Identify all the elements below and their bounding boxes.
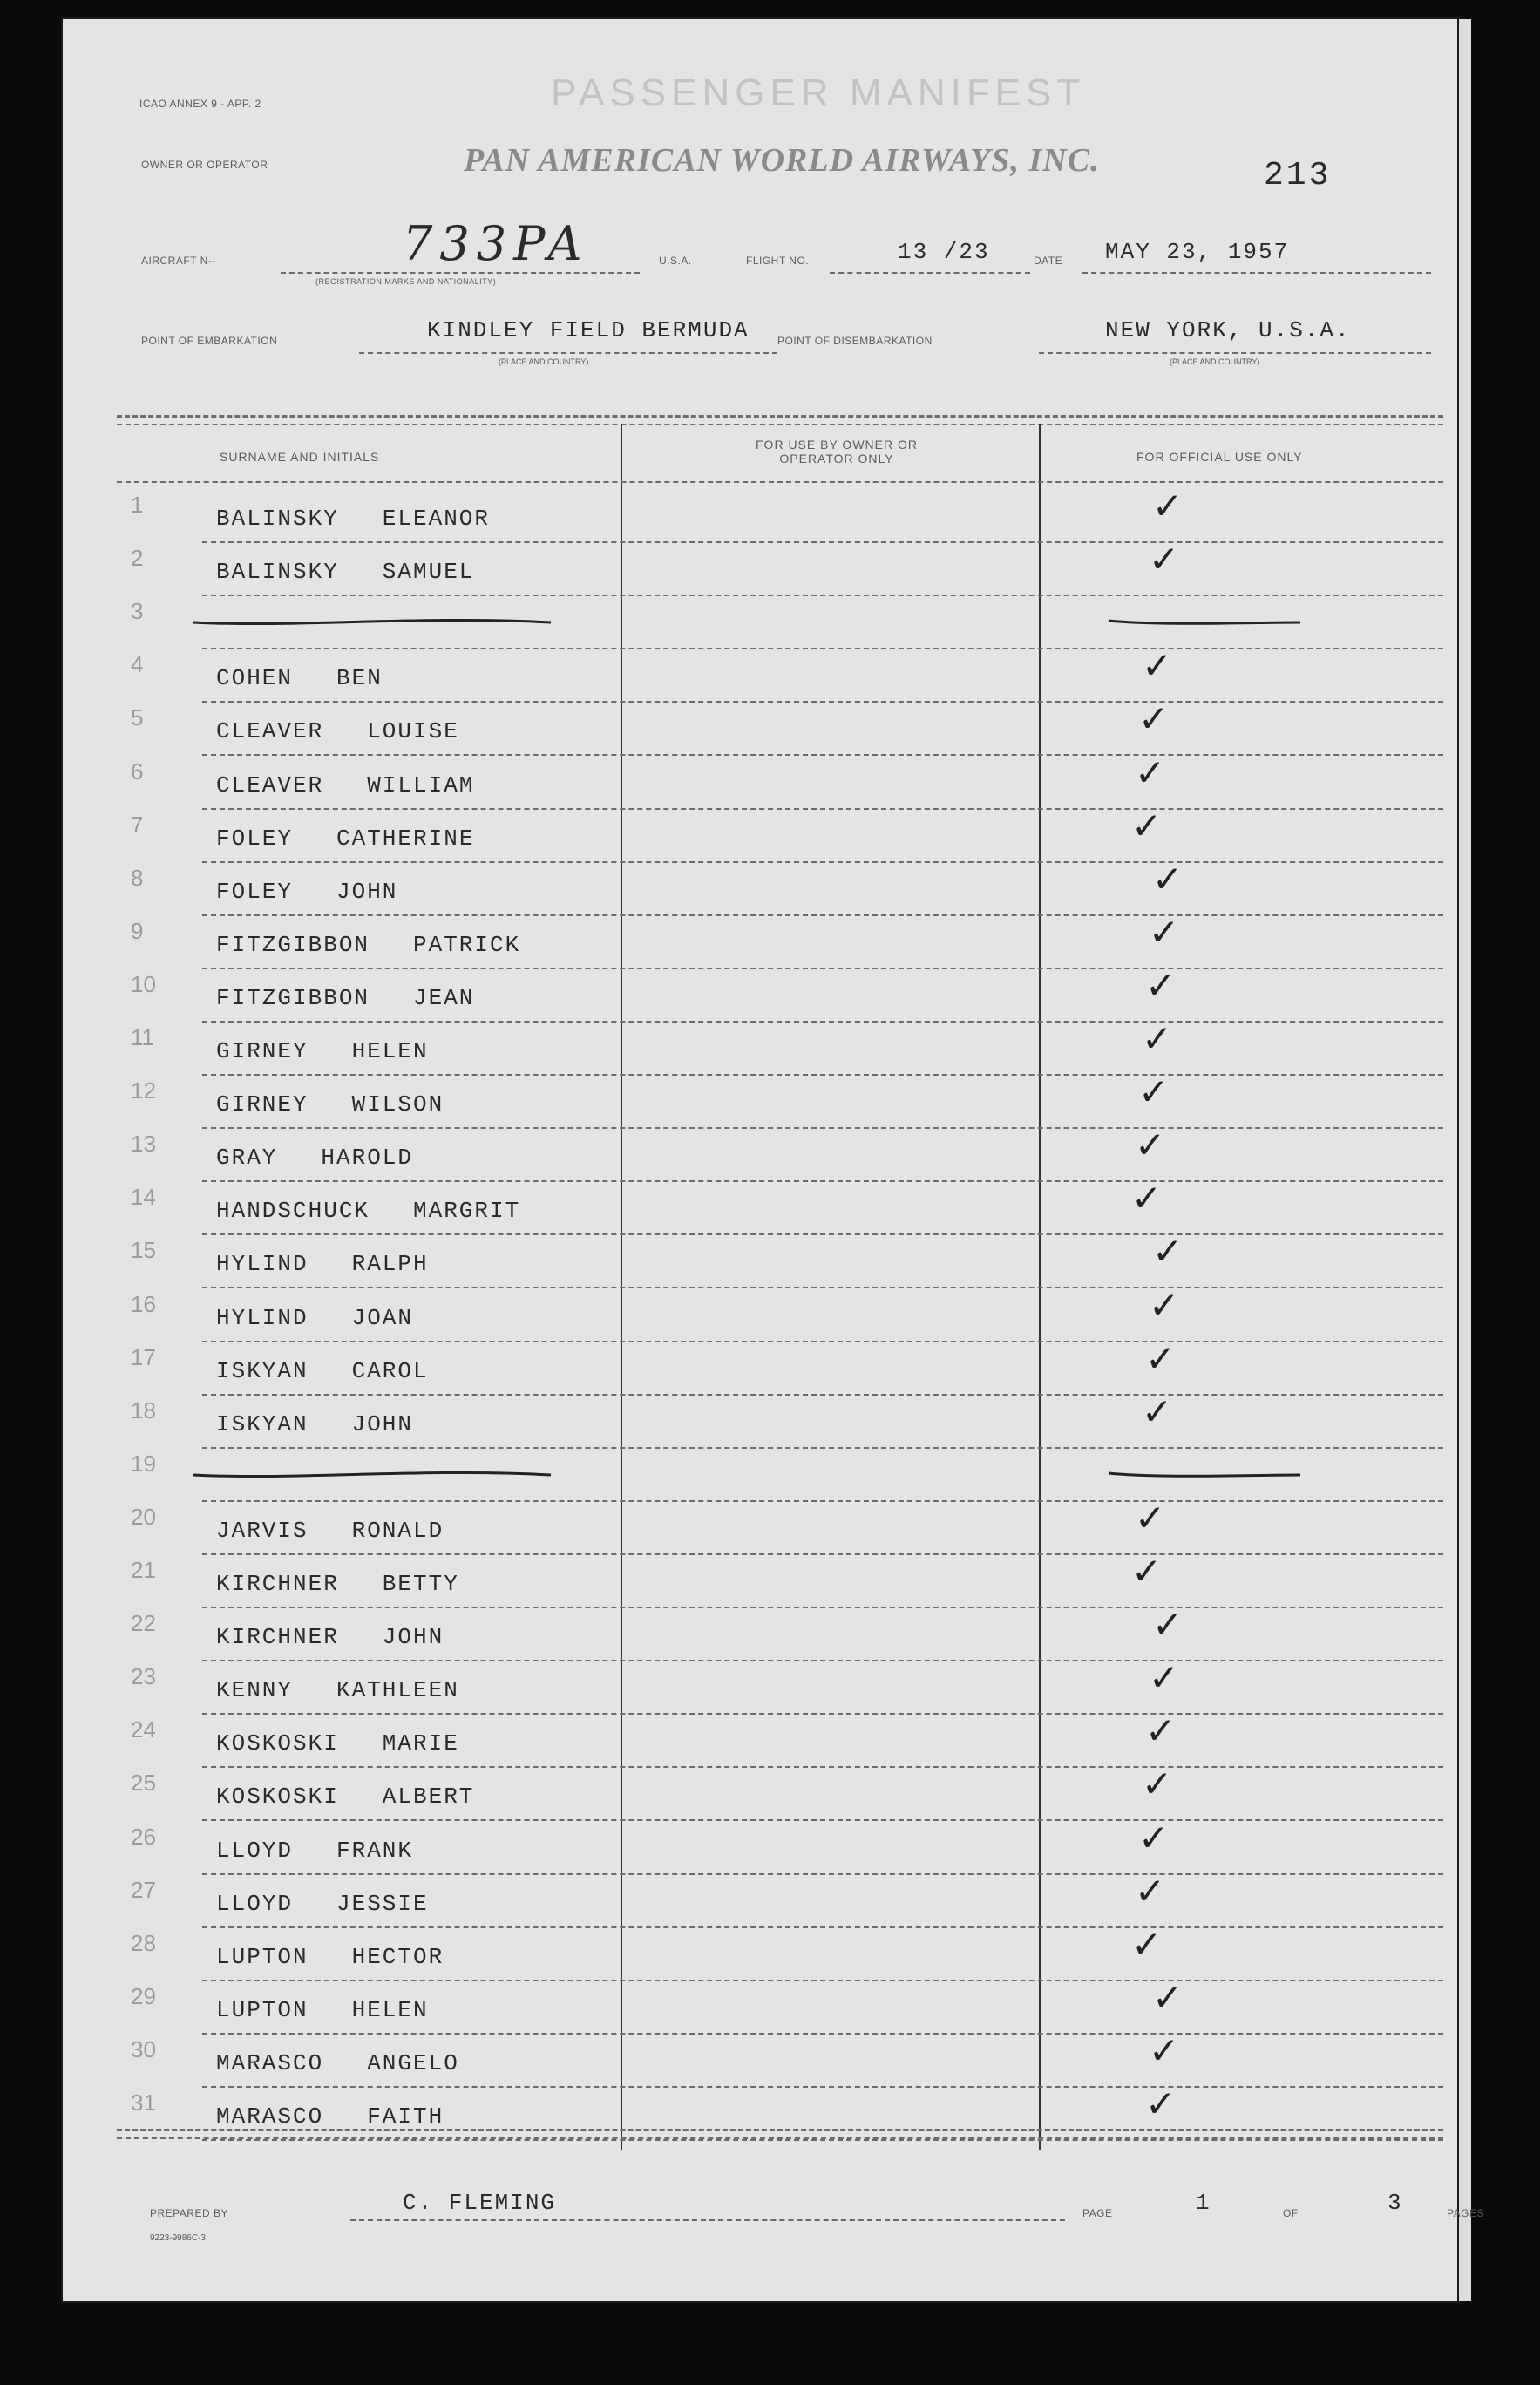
owner-value: PAN AMERICAN WORLD AIRWAYS, INC.	[464, 142, 1100, 179]
page-label: PAGE	[1082, 2207, 1113, 2219]
of-value: 3	[1387, 2190, 1403, 2216]
table-row	[63, 1709, 1457, 1768]
passenger-given-name: JOAN	[351, 1304, 414, 1331]
annex-label: ICAO ANNEX 9 - APP. 2	[139, 98, 261, 110]
table-row	[63, 1922, 1457, 1981]
passenger-given-name: CATHERINE	[336, 825, 475, 852]
table-row	[63, 1869, 1457, 1928]
check-icon: ✓	[1135, 1869, 1166, 1913]
passenger-surname: FITZGIBBON	[216, 931, 370, 958]
table-row	[63, 1124, 1457, 1182]
row-number: 11	[131, 1024, 154, 1050]
passenger-surname: BALINSKY	[216, 506, 339, 532]
row-number: 2	[131, 545, 144, 572]
passenger-surname: COHEN	[216, 665, 294, 692]
row-number: 5	[131, 704, 144, 731]
table-row	[63, 2083, 1457, 2141]
passenger-given-name: KATHLEEN	[336, 1677, 459, 1704]
row-number: 8	[131, 864, 144, 891]
row-rule	[202, 2139, 1443, 2141]
passenger-surname: MARASCO	[216, 2049, 324, 2076]
table-row	[63, 1390, 1457, 1449]
passenger-surname: GRAY	[216, 1145, 278, 1172]
table-row	[63, 1763, 1457, 1821]
passenger-given-name: ANGELO	[367, 2049, 459, 2076]
check-icon: ✓	[1131, 1922, 1163, 1966]
row-number: 7	[131, 811, 144, 838]
passenger-surname: ISKYAN	[216, 1357, 309, 1384]
passenger-given-name: SAMUEL	[382, 559, 475, 586]
row-number: 9	[131, 917, 144, 944]
check-icon: ✓	[1135, 751, 1166, 794]
passenger-surname: ISKYAN	[216, 1410, 309, 1437]
table-row	[63, 1550, 1457, 1608]
table-row	[63, 1336, 1457, 1396]
disembark-value: NEW YORK, U.S.A.	[1105, 317, 1351, 343]
row-number: 29	[131, 1982, 156, 2009]
aircraft-underline	[281, 272, 640, 274]
check-icon: ✓	[1138, 697, 1170, 741]
row-number: 10	[131, 970, 156, 997]
table-row	[63, 1603, 1457, 1661]
row-number: 31	[131, 2089, 156, 2116]
check-icon: ✓	[1152, 857, 1184, 900]
check-icon: ✓	[1131, 1177, 1163, 1220]
passenger-given-name: MARIE	[382, 1730, 459, 1757]
passenger-surname: LLOYD	[216, 1890, 294, 1917]
disembark-label: POINT OF DISEMBARKATION	[777, 335, 933, 347]
registration-caption: (REGISTRATION MARKS AND NATIONALITY)	[315, 277, 497, 286]
flight-underline	[830, 272, 1030, 274]
passenger-surname: FITZGIBBON	[216, 984, 370, 1011]
disembark-caption: (PLACE AND COUNTRY)	[1170, 357, 1260, 366]
row-number: 6	[131, 758, 144, 785]
row-number: 27	[131, 1876, 156, 1903]
passenger-given-name: HELEN	[351, 1038, 429, 1064]
passenger-surname: CLEAVER	[216, 718, 324, 745]
table-row	[63, 1283, 1457, 1342]
table-row	[63, 1816, 1457, 1875]
table-row	[63, 1070, 1457, 1129]
embark-underline	[359, 352, 777, 354]
passenger-surname: KIRCHNER	[216, 1571, 339, 1597]
table-bottom-rule-2	[117, 2137, 1443, 2139]
passenger-given-name: ALBERT	[382, 1784, 475, 1811]
row-number: 26	[131, 1823, 156, 1850]
passenger-given-name: FRANK	[336, 1837, 414, 1864]
passenger-given-name: RALPH	[351, 1251, 429, 1278]
table-row	[63, 1177, 1457, 1235]
date-underline	[1082, 272, 1431, 274]
check-icon: ✓	[1149, 538, 1180, 581]
passenger-given-name: MARGRIT	[413, 1198, 521, 1225]
manifest-sheet	[63, 19, 1484, 2301]
passenger-given-name: JESSIE	[336, 1890, 429, 1917]
row-number: 25	[131, 1770, 156, 1797]
passenger-given-name: WILLIAM	[367, 771, 475, 798]
column-header-official: FOR OFFICIAL USE ONLY	[1136, 450, 1303, 464]
embark-value: KINDLEY FIELD BERMUDA	[427, 317, 750, 343]
check-icon: ✓	[1131, 1550, 1163, 1593]
check-icon: ✓	[1142, 644, 1173, 688]
passenger-surname: FOLEY	[216, 878, 294, 905]
check-icon: ✓	[1149, 910, 1180, 954]
sheet-edge	[1457, 19, 1471, 2301]
table-top-rule	[117, 415, 1443, 418]
row-number: 19	[131, 1450, 156, 1477]
pages-label: PAGES	[1447, 2207, 1484, 2219]
row-number: 23	[131, 1663, 156, 1690]
owner-label: OWNER OR OPERATOR	[141, 159, 268, 171]
prepared-underline	[350, 2219, 1065, 2221]
page-number: 213	[1264, 157, 1332, 194]
row-number: 24	[131, 1716, 156, 1743]
passenger-surname: FOLEY	[216, 825, 294, 852]
row-number: 4	[131, 651, 144, 678]
embark-label: POINT OF EMBARKATION	[141, 335, 278, 347]
row-number: 20	[131, 1503, 156, 1530]
row-number: 28	[131, 1929, 156, 1956]
table-row	[63, 910, 1457, 969]
prepared-value: C. FLEMING	[403, 2190, 557, 2216]
row-number: 15	[131, 1237, 156, 1264]
passenger-given-name: LOUISE	[367, 718, 459, 745]
row-number: 21	[131, 1557, 156, 1583]
check-icon: ✓	[1138, 1070, 1170, 1114]
table-row	[63, 538, 1457, 596]
passenger-surname: HANDSCHUCK	[216, 1198, 370, 1225]
table-row	[63, 963, 1457, 1023]
row-number: 1	[131, 492, 144, 518]
date-label: DATE	[1034, 255, 1063, 267]
table-row	[63, 2028, 1457, 2088]
passenger-given-name: HECTOR	[351, 1943, 444, 1970]
embark-caption: (PLACE AND COUNTRY)	[499, 357, 589, 366]
passenger-given-name: WILSON	[351, 1091, 444, 1118]
passenger-given-name: BETTY	[382, 1571, 459, 1597]
header-bottom-rule	[117, 481, 1443, 483]
passenger-given-name: JOHN	[336, 878, 398, 905]
table-row	[63, 1496, 1457, 1555]
table-row	[63, 485, 1457, 543]
row-number: 17	[131, 1343, 156, 1370]
passenger-given-name: HAROLD	[321, 1145, 414, 1172]
table-row	[63, 697, 1457, 756]
passenger-surname: LUPTON	[216, 1996, 309, 2023]
passenger-given-name: BEN	[336, 665, 383, 692]
passenger-surname: JARVIS	[216, 1517, 309, 1544]
passenger-given-name: HELEN	[351, 1996, 429, 2023]
check-icon: ✓	[1152, 1230, 1184, 1274]
passenger-given-name: ELEANOR	[382, 506, 491, 532]
form-title: PASSENGER MANIFEST	[551, 71, 1086, 114]
check-icon: ✓	[1152, 1603, 1184, 1647]
check-icon: ✓	[1131, 804, 1163, 847]
of-label: OF	[1283, 2207, 1299, 2219]
row-number: 30	[131, 2035, 156, 2062]
check-icon: ✓	[1135, 1496, 1166, 1539]
passenger-surname: BALINSKY	[216, 559, 339, 586]
check-icon: ✓	[1152, 485, 1184, 527]
check-icon: ✓	[1149, 1656, 1180, 1700]
passenger-surname: GIRNEY	[216, 1091, 309, 1118]
flight-value: 13 /23	[898, 239, 990, 265]
table-row	[63, 1656, 1457, 1715]
check-icon: ✓	[1138, 1816, 1170, 1859]
row-number: 16	[131, 1290, 156, 1317]
form-code: 9223-9986C-3	[150, 2233, 206, 2243]
check-icon: ✓	[1145, 1336, 1177, 1380]
row-number: 13	[131, 1131, 156, 1158]
passenger-surname: KIRCHNER	[216, 1624, 339, 1651]
passenger-surname: HYLIND	[216, 1304, 309, 1331]
disembark-underline	[1039, 352, 1431, 354]
passenger-given-name: JOHN	[351, 1410, 414, 1437]
table-row	[63, 1017, 1457, 1076]
passenger-surname: KENNY	[216, 1677, 294, 1704]
passenger-given-name: CAROL	[351, 1357, 429, 1384]
table-row	[63, 857, 1457, 916]
passenger-given-name: PATRICK	[413, 931, 521, 958]
passenger-surname: HYLIND	[216, 1251, 309, 1278]
flight-label: FLIGHT NO.	[746, 255, 810, 267]
row-number: 22	[131, 1610, 156, 1637]
table-row	[63, 751, 1457, 810]
check-icon: ✓	[1152, 1975, 1184, 2019]
table-row	[63, 644, 1457, 703]
check-icon: ✓	[1135, 1124, 1166, 1167]
aircraft-value: 733PA	[403, 216, 589, 271]
row-number: 18	[131, 1396, 156, 1424]
table-row	[63, 804, 1457, 863]
check-icon: ✓	[1142, 1390, 1173, 1433]
page-value: 1	[1196, 2190, 1211, 2216]
table-row	[63, 596, 1457, 649]
table-row	[63, 1449, 1457, 1502]
passenger-given-name: FAITH	[367, 2103, 444, 2130]
table-bottom-rule	[117, 2129, 1443, 2131]
row-number: 12	[131, 1077, 156, 1104]
check-icon: ✓	[1149, 1283, 1180, 1327]
passenger-surname: CLEAVER	[216, 771, 324, 798]
passenger-surname: MARASCO	[216, 2103, 324, 2130]
row-number: 14	[131, 1184, 156, 1211]
passenger-given-name: JOHN	[382, 1624, 444, 1651]
passenger-given-name: JEAN	[413, 984, 475, 1011]
check-icon: ✓	[1145, 1709, 1177, 1753]
passenger-surname: KOSKOSKI	[216, 1730, 339, 1757]
check-icon: ✓	[1142, 1763, 1173, 1806]
column-header-names: SURNAME AND INITIALS	[220, 450, 380, 464]
date-value: MAY 23, 1957	[1105, 239, 1290, 265]
column-header-owner: FOR USE BY OWNER OR OPERATOR ONLY	[756, 438, 918, 465]
passenger-surname: LUPTON	[216, 1943, 309, 1970]
strike-line	[63, 1449, 1457, 1502]
strike-line	[63, 596, 1457, 649]
check-icon: ✓	[1149, 2028, 1180, 2072]
check-icon: ✓	[1142, 1017, 1173, 1060]
table-row	[63, 1975, 1457, 2035]
passenger-surname: KOSKOSKI	[216, 1784, 339, 1811]
aircraft-label: AIRCRAFT N--	[141, 255, 216, 267]
table-row	[63, 1230, 1457, 1288]
passenger-surname: GIRNEY	[216, 1038, 309, 1064]
passenger-given-name: RONALD	[351, 1517, 444, 1544]
usa-label: U.S.A.	[659, 255, 692, 267]
prepared-label: PREPARED BY	[150, 2207, 228, 2219]
check-icon: ✓	[1145, 2083, 1177, 2125]
check-icon: ✓	[1145, 963, 1177, 1007]
row-number: 3	[131, 598, 144, 625]
passenger-surname: LLOYD	[216, 1837, 294, 1864]
table-top-rule-2	[117, 424, 1443, 425]
